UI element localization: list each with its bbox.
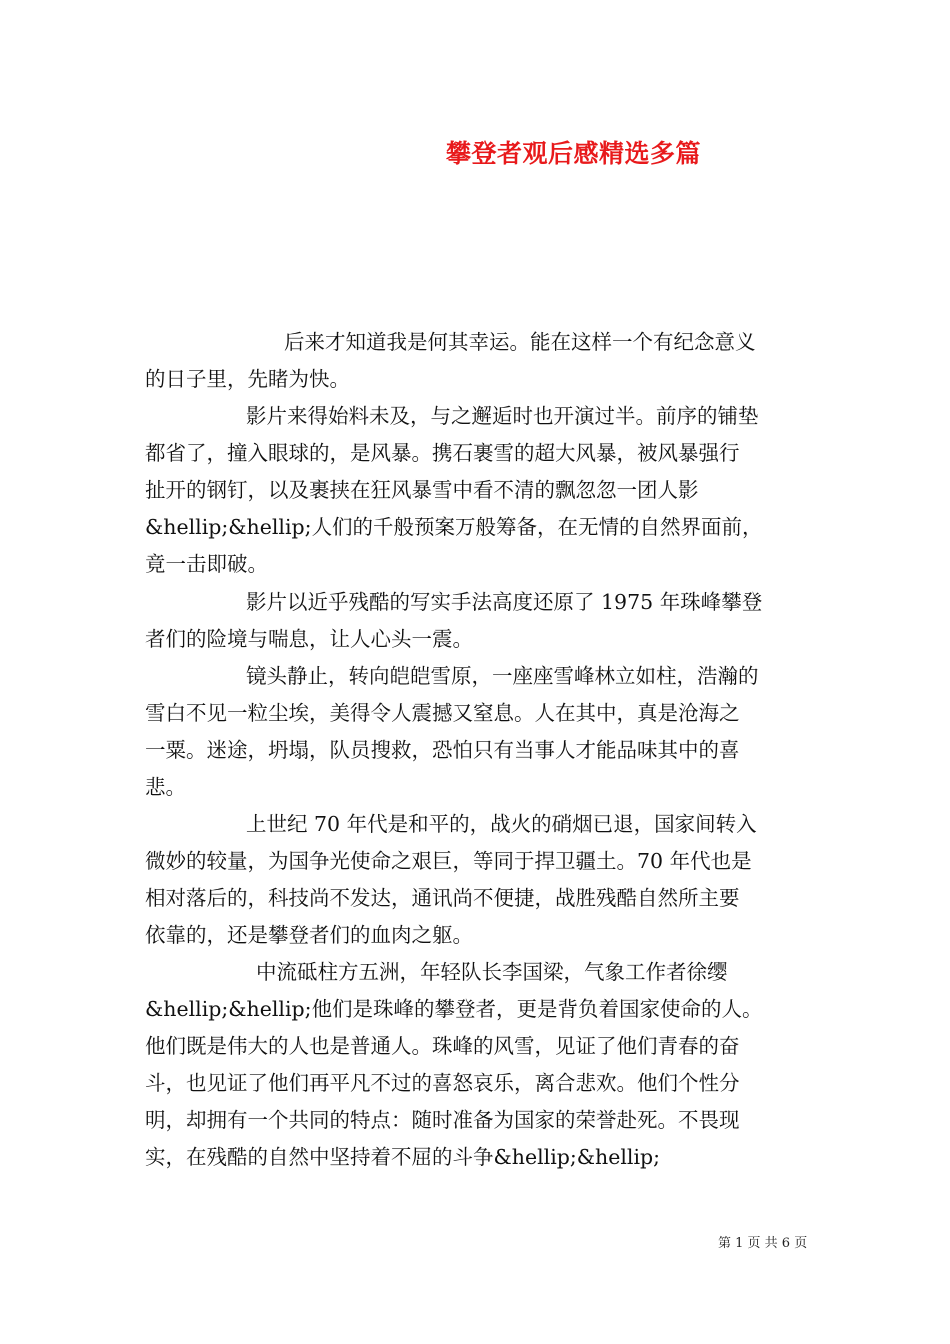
text-line: 明，却拥有一个共同的特点：随时准备为国家的荣誉赴死。不畏现 [145, 1108, 740, 1132]
text-line: 者们的险境与喘息，让人心头一震。 [145, 627, 473, 651]
text-line: 微妙的较量，为国争光使命之艰巨，等同于捍卫疆土。70 年代也是 [145, 849, 752, 873]
text-line: 后来才知道我是何其幸运。能在这样一个有纪念意义 [284, 330, 756, 354]
text-line: 悲。 [145, 775, 186, 799]
text-line: 镜头静止，转向皑皑雪原，一座座雪峰林立如柱，浩瀚的 [246, 664, 759, 688]
text-line: 都省了，撞入眼球的，是风暴。携石裹雪的超大风暴，被风暴强行 [145, 441, 740, 465]
text-line: 实，在残酷的自然中坚持着不屈的斗争&hellip;&hellip; [145, 1145, 661, 1169]
text-line: 斗，也见证了他们再平凡不过的喜怒哀乐，离合悲欢。他们个性分 [145, 1071, 740, 1095]
text-line: &hellip;&hellip;人们的千般预案万般筹备，在无情的自然界面前， [145, 515, 763, 539]
text-line: 影片来得始料未及，与之邂逅时也开演过半。前序的铺垫 [246, 404, 759, 428]
text-line: 竟一击即破。 [145, 552, 268, 576]
text-line: 一粟。迷途，坍塌，队员搜救，恐怕只有当事人才能品味其中的喜 [145, 738, 740, 762]
document-title: 攀登者观后感精选多篇 [446, 139, 702, 168]
page-number: 第 1 页 共 6 页 [718, 1236, 808, 1251]
text-line: 影片以近乎残酷的写实手法高度还原了 1975 年珠峰攀登 [246, 590, 763, 614]
text-line: 扯开的钢钉，以及裹挟在狂风暴雪中看不清的飘忽忽一团人影 [145, 478, 699, 502]
text-line: 相对落后的，科技尚不发达，通讯尚不便捷，战胜残酷自然所主要 [145, 886, 740, 910]
text-line: 雪白不见一粒尘埃，美得令人震撼又窒息。人在其中，真是沧海之 [145, 701, 740, 725]
text-line: 他们既是伟大的人也是普通人。珠峰的风雪，见证了他们青春的奋 [145, 1034, 740, 1058]
text-line: 中流砥柱方五洲，年轻队长李国梁，气象工作者徐缨 [256, 960, 728, 984]
text-line: 上世纪 70 年代是和平的，战火的硝烟已退，国家间转入 [246, 812, 757, 836]
text-line: 依靠的，还是攀登者们的血肉之躯。 [145, 923, 473, 947]
text-line: 的日子里，先睹为快。 [145, 367, 350, 391]
text-line: &hellip;&hellip;他们是珠峰的攀登者，更是背负着国家使命的人。 [145, 997, 763, 1021]
